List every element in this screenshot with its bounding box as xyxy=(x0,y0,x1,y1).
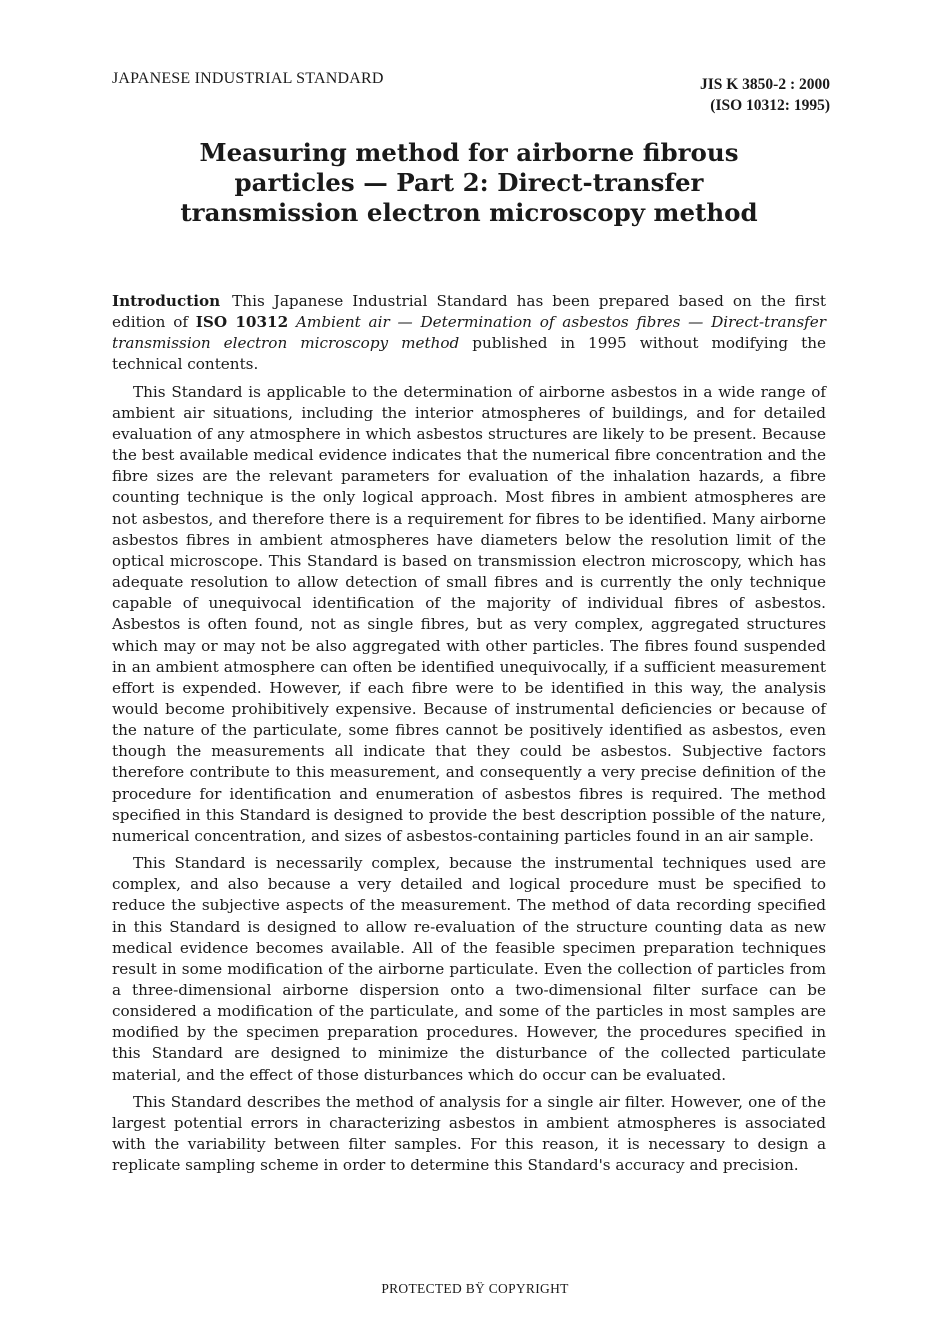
title-line-1: Measuring method for airborne fibrous xyxy=(199,138,739,167)
intro-text-b: published in 1995 without modifying the technical contents. xyxy=(112,334,826,374)
body-text xyxy=(112,291,826,1182)
intro-text-a: This Japanese Industrial Standard has been prepared based on the first edition of xyxy=(112,292,826,332)
iso-number: (ISO 10312: 1995) xyxy=(710,97,830,114)
copyright-footer: PROTECTED BŸ COPYRIGHT xyxy=(381,1281,569,1296)
document-title xyxy=(112,138,826,228)
header-standard-label: JAPANESE INDUSTRIAL STANDARD xyxy=(112,70,384,87)
introduction-paragraph xyxy=(112,291,826,376)
paragraph-single-filter: This Standard describes the method of analysis for a single air filter. However, one of the largest potential errors in characterizing asbestos in ambient atmospheres is associated with the variability between filter samples. For this reason, it is necessary to design a replicate sampling scheme in order to determine this Standard's accuracy and precision. xyxy=(112,1092,826,1175)
header-standard-numbers xyxy=(700,74,830,116)
intro-iso-ref: ISO 10312 xyxy=(195,313,289,332)
paragraph-complexity: This Standard is necessarily complex, because the instrumental techniques used are complex, and also because a very detailed and logical procedure must be specified to reduce the subjective aspects of the measurement. The method of data recording specified in this Standard is designed to allow re-evaluation of the structure counting data as new medical evidence becomes available. All of the feasible specimen preparation techniques result in some modification of the airborne particulate. Even the collection of particles from a three-dimensional airborne dispersion onto a two-dimensional filter surface can be considered a modification of the particulate, and some of the particles in most samples are modified by the specimen preparation procedures. However, the procedures specified in this Standard are designed to minimize the disturbance of the collected particulate material, and the effect of those disturbances which do occur can be evaluated. xyxy=(112,854,826,1084)
intro-iso-title: Ambient air — Determination of asbestos fibres — Direct-transfer transmission electron microscopy method xyxy=(112,313,826,353)
title-line-3: transmission electron microscopy method xyxy=(180,198,758,227)
paragraph-scope: This Standard is applicable to the determination of airborne asbestos in a wide range of ambient air situations, including the interior atmospheres of buildings, and for detailed evaluation of any atmosphere in which asbestos structures are likely to be present. Because the best available medical evidence indicates that the numerical fibre concentration and the fibre sizes are the relevant parameters for evaluation of the inhalation hazards, a fibre counting technique is the only logical approach. Most fibres in ambient atmospheres are not asbestos, and therefore there is a requirement for fibres to be identified. Many airborne asbestos fibres in ambient atmospheres have diameters below the resolution limit of the optical microscope. This Standard is based on transmission electron microscopy, which has adequate resolution to allow detection of small fibres and is currently the only technique capable of unequivocal identification of the majority of individual fibres of asbestos. Asbestos is often found, not as single fibres, but as very complex, aggregated structures which may or may not be also aggregated with other particles. The fibres found suspended in an ambient atmosphere can often be identified unequivocally, if a sufficient measurement effort is expended. However, if each fibre were to be identified in this way, the analysis would become prohibitively expensive. Because of instrumental deficiencies or because of the nature of the particulate, some fibres cannot be positively identified as asbestos, even though the measurements all indicate that they could be asbestos. Subjective factors therefore contribute to this measurement, and consequently a very precise definition of the procedure for identification and enumeration of asbestos fibres is required. The method specified in this Standard is designed to provide the best description possible of the nature, numerical concentration, and sizes of asbestos-containing particles found in an air sample. xyxy=(112,382,826,845)
title-line-2: particles — Part 2: Direct-transfer xyxy=(234,168,704,197)
introduction-heading: Introduction xyxy=(112,292,221,310)
jis-number: JIS K 3850-2 : 2000 xyxy=(699,76,830,93)
